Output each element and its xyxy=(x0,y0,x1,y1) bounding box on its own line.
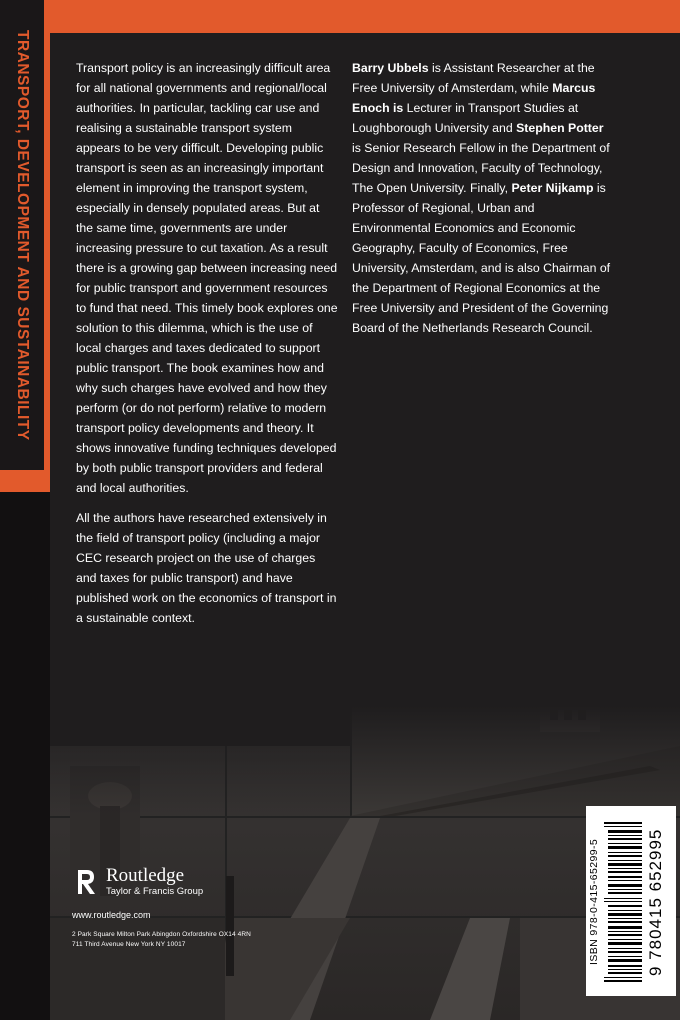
author-name: Peter Nijkamp xyxy=(511,181,594,195)
bio-text: is Assistant Researcher at the Free University of Amsterdam, while xyxy=(352,61,595,95)
bio-text: Lecturer in Transport Studies at Loughborough University and xyxy=(352,101,579,135)
isbn-label: ISBN 978-0-415-65299-5 xyxy=(588,838,600,966)
author-name: Marcus Enoch is xyxy=(352,81,596,115)
author-name: Stephen Potter xyxy=(516,121,604,135)
bio-text: is Senior Research Fellow in the Department of Design and Innovation, Faculty of Technology, The Open University. Finally, xyxy=(352,141,610,195)
publisher-group: Taylor & Francis Group xyxy=(106,886,204,897)
top-accent-bar xyxy=(50,0,680,33)
author-name: Barry Ubbels xyxy=(352,61,429,75)
isbn-barcode xyxy=(586,806,676,996)
bio-text: is Professor of Regional, Urban and Environmental Economics and Economic Geography, Faculty of Economics, Free University, Amsterdam, and is also Chairman of the Department of Regional Economics at the Free University and President of the Governing Board of the Netherlands Research Council. xyxy=(352,181,611,335)
barcode-bars xyxy=(604,822,642,982)
author-biographies xyxy=(352,58,612,338)
series-title: TRANSPORT, DEVELOPMENT AND SUSTAINABILITY xyxy=(14,30,31,441)
authors-paragraph: All the authors have researched extensively in the field of transport policy (including a major CEC research project on the use of charges and taxes for public transport) and have published work on the economics of transport in a sustainable context. xyxy=(76,511,337,625)
book-blurb: Transport policy is an increasingly difficult area for all national governments and regional/local authorities. In particular, tackling car use and realising a sustainable transport system appears to be very difficult. Developing public transport is seen as an increasingly important element in improving the transport system, especially in densely populated areas. But at the same time, governments are under increasing pressure to cut taxation. As a result there is a growing gap between increasing need for public transport and government resources to fund that need. This timely book explores one solution to this dilemma, which is the use of local charges and taxes dedicated to support public transport. The book examines how and why such charges have evolved and how they perform (or do not perform) relative to modern transport policy developments and theory. It shows innovative funding techniques developed by both public transport providers and federal and local authorities. xyxy=(76,61,338,495)
publisher-url: www.routledge.com xyxy=(72,910,151,920)
address-line-2: 711 Third Avenue New York NY 10017 xyxy=(72,941,186,948)
publisher-block xyxy=(72,866,251,950)
barcode-digits: 9 780415 652995 xyxy=(646,828,665,976)
publisher-name: Routledge xyxy=(106,865,185,886)
address-line-1: 2 Park Square Milton Park Abingdon Oxfordshire OX14 4RN xyxy=(72,931,251,938)
routledge-logo-icon xyxy=(72,866,100,896)
